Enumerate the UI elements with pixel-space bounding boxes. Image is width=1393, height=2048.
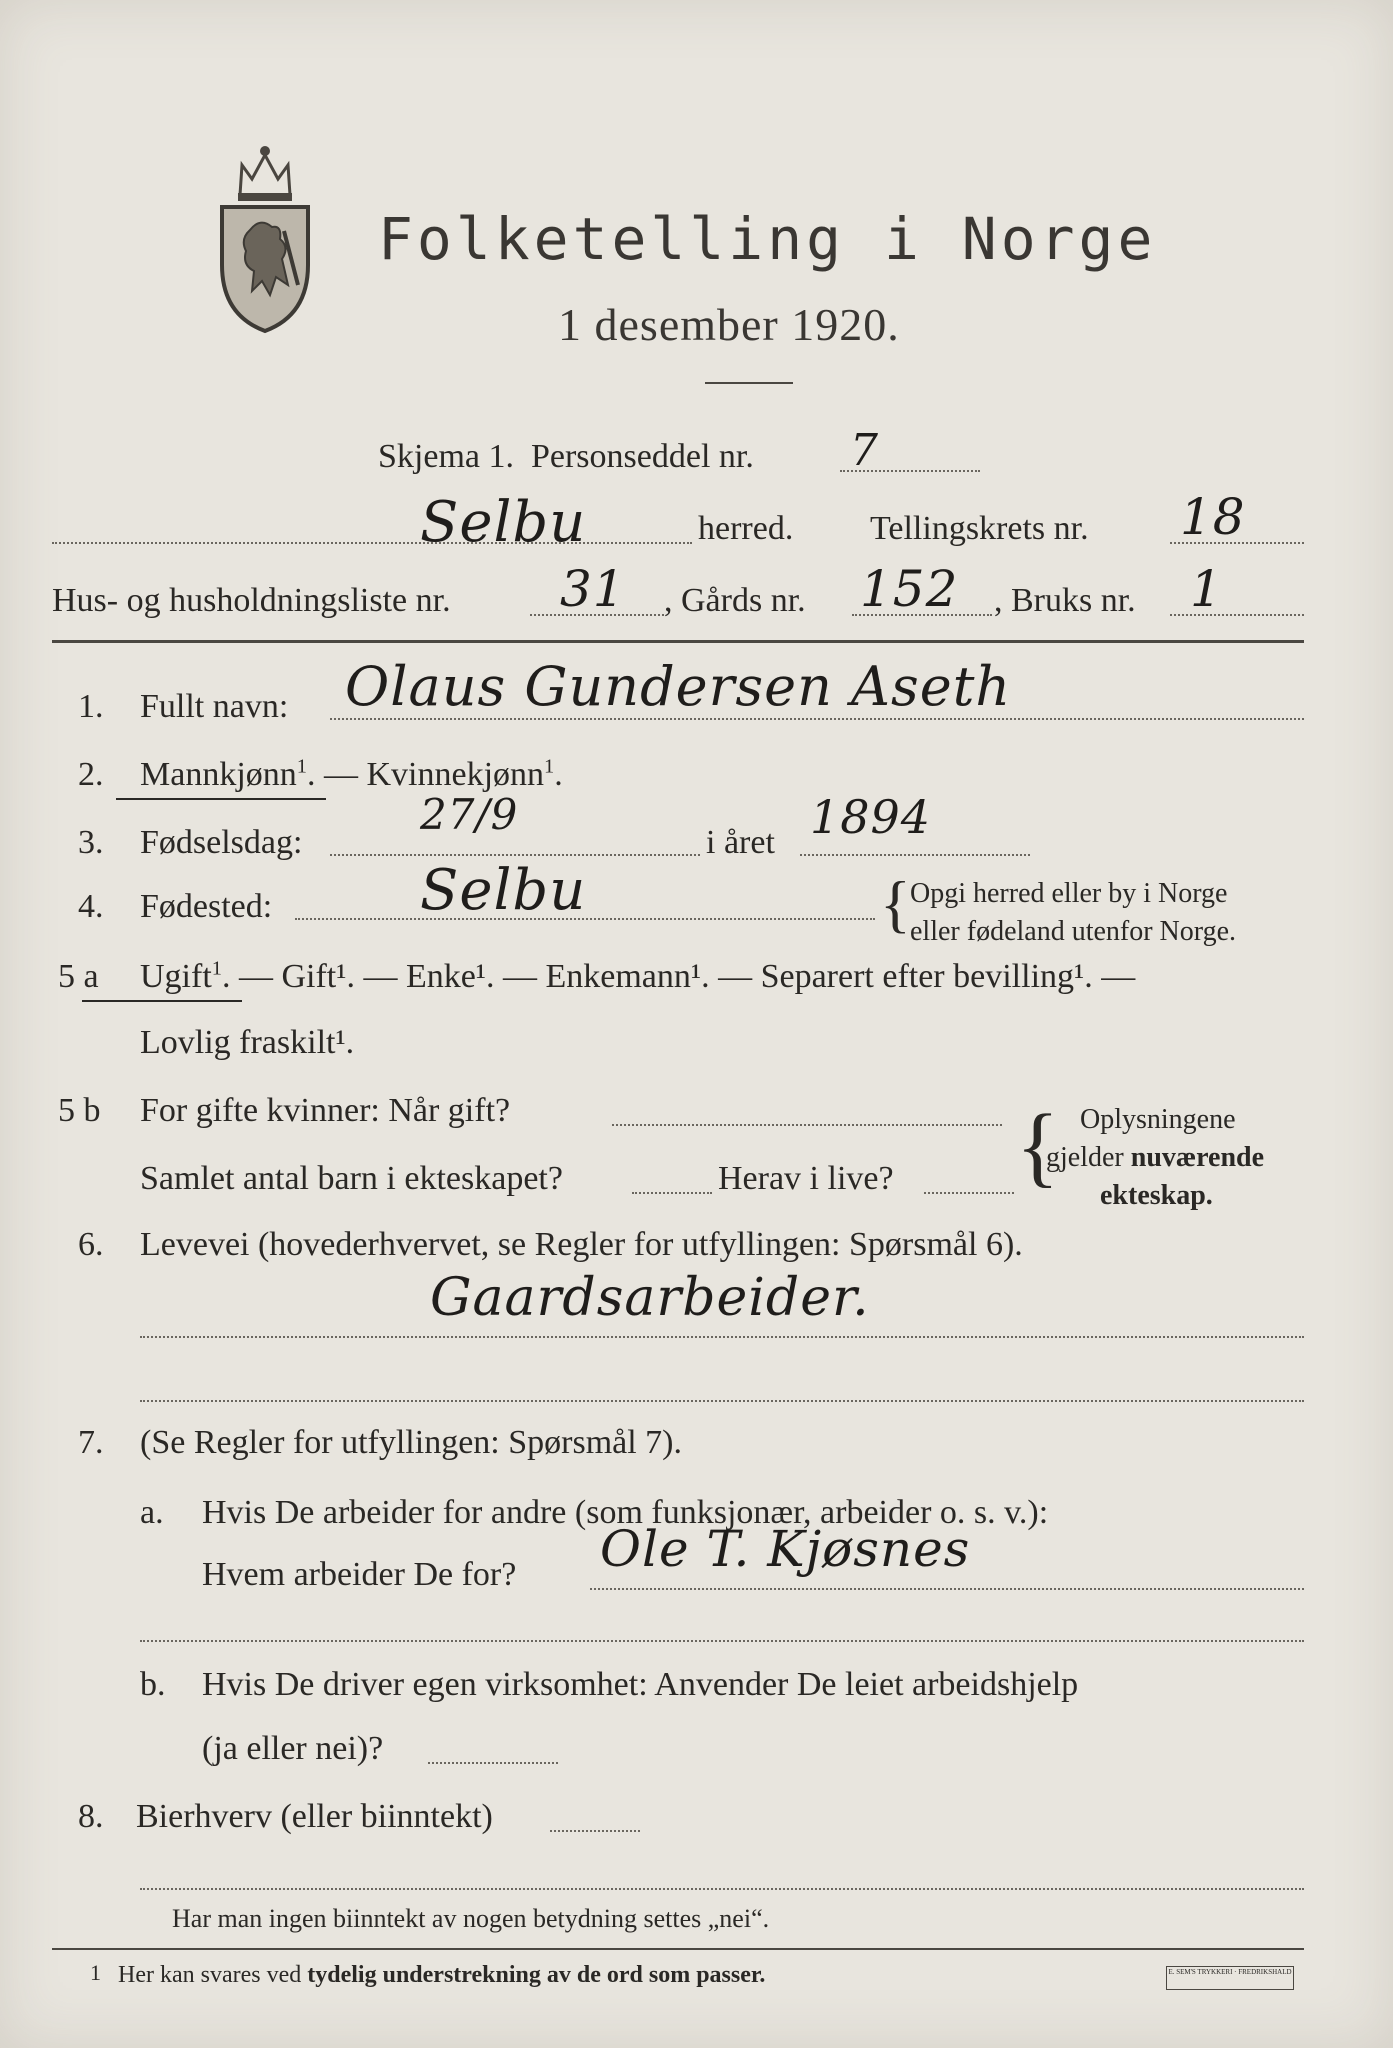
q5b-alive-label: Herav i live? [718, 1160, 894, 1197]
printer-mark: E. SEM'S TRYKKERI · FREDRIKSHALD [1166, 1966, 1294, 1990]
footnote: Her kan svares ved tydelig understrekning av de ord som passer. [118, 1962, 766, 1988]
ugift-underline [82, 1000, 242, 1002]
q7b-label-2: (ja eller nei)? [202, 1730, 384, 1767]
tellingskrets-label: Tellingskrets nr. [870, 510, 1089, 547]
q8-number: 8. [78, 1798, 104, 1835]
hus-label: Hus- og husholdningsliste nr. [52, 582, 451, 619]
form-date: 1 desember 1920. [558, 299, 900, 350]
skjema-label: Skjema 1. Personseddel nr. [378, 438, 754, 475]
q4-number: 4. [78, 888, 104, 925]
norway-coat-of-arms-icon [210, 135, 320, 335]
hus-value[interactable]: 31 [560, 560, 626, 618]
full-name-value[interactable]: Olaus Gundersen Aseth [345, 655, 1012, 718]
q4-note-2: eller fødeland utenfor Norge. [910, 916, 1237, 947]
q6-number: 6. [78, 1226, 104, 1263]
q1-label: Fullt navn: [140, 688, 289, 725]
q8-label: Bierhverv (eller biinntekt) [136, 1798, 493, 1835]
year-label: i året [706, 824, 775, 861]
ugift-option[interactable]: Ugift [140, 958, 212, 995]
herred-label: herred. [698, 510, 794, 547]
footer-note: Har man ingen biinntekt av nogen betydning settes „nei“. [172, 1904, 770, 1933]
q7b-number: b. [140, 1666, 166, 1703]
birthday-value[interactable]: 27/9 [420, 790, 519, 839]
q7-label: (Se Regler for utfyllingen: Spørsmål 7). [140, 1424, 683, 1461]
q5b-note-1: Oplysningene [1080, 1104, 1236, 1135]
q5b-label: For gifte kvinner: Når gift? [140, 1092, 511, 1129]
q7-number: 7. [78, 1424, 104, 1461]
personseddel-value[interactable]: 7 [850, 425, 879, 476]
birthplace-value[interactable]: Selbu [420, 858, 587, 923]
gards-label: , Gårds nr. [664, 582, 806, 619]
q3-label: Fødselsdag: [140, 824, 303, 861]
q5a-options: Ugift$^1$. — Gift¹. — Enke¹. — Enkemann¹. — Separert efter bevilling¹. — [140, 957, 1136, 995]
footer-rule [52, 1948, 1304, 1950]
q5b-note-3: ekteskap. [1100, 1180, 1213, 1211]
q1-number: 1. [78, 688, 104, 725]
bruks-value[interactable]: 1 [1190, 560, 1223, 618]
q4-label: Fødested: [140, 888, 273, 925]
occupation-value[interactable]: Gaardsarbeider. [430, 1268, 870, 1328]
q5b-number: 5 b [58, 1092, 101, 1129]
q7a-number: a. [140, 1494, 164, 1531]
q7a-label: Hvis De arbeider for andre (som funksjonær, arbeider o. s. v.): [202, 1494, 1049, 1531]
q5a-line2: Lovlig fraskilt¹. [140, 1024, 355, 1061]
q4-note-1: Opgi herred eller by i Norge [910, 878, 1228, 909]
q4-brace: { [880, 868, 911, 939]
employer-value[interactable]: Ole T. Kjøsnes [600, 1520, 971, 1578]
header-rule [52, 640, 1304, 643]
bruks-label: , Bruks nr. [994, 582, 1136, 619]
q2-number: 2. [78, 756, 104, 793]
male-option[interactable]: Mannkjønn [140, 756, 297, 793]
q7a-employer-label: Hvem arbeider De for? [202, 1556, 517, 1593]
q5b-children-label: Samlet antal barn i ekteskapet? [140, 1160, 563, 1197]
q3-number: 3. [78, 824, 104, 861]
q6-label: Levevei (hovederhvervet, se Regler for utfyllingen: Spørsmål 6). [140, 1226, 1023, 1263]
q7b-label: Hvis De driver egen virksomhet: Anvender De leiet arbeidshjelp [202, 1666, 1079, 1703]
form-title: Folketelling i Norge [378, 205, 1157, 273]
tellingskrets-value[interactable]: 18 [1180, 488, 1246, 546]
q2-sex: Mannkjønn$^1$. — Kvinnekjønn$^1$. [140, 755, 563, 793]
herred-value[interactable]: Selbu [420, 490, 587, 555]
title-divider [705, 382, 793, 384]
gards-value[interactable]: 152 [860, 560, 959, 618]
footnote-number: 1 [90, 1960, 101, 1985]
q5b-brace: { [1016, 1097, 1060, 1196]
q5a-number: 5 a [58, 958, 99, 995]
q5b-note-2: gjelder nuværende [1046, 1142, 1265, 1173]
female-option[interactable]: Kvinnekjønn [366, 756, 545, 793]
birth-year-value[interactable]: 1894 [810, 790, 932, 844]
male-underline [116, 798, 326, 800]
